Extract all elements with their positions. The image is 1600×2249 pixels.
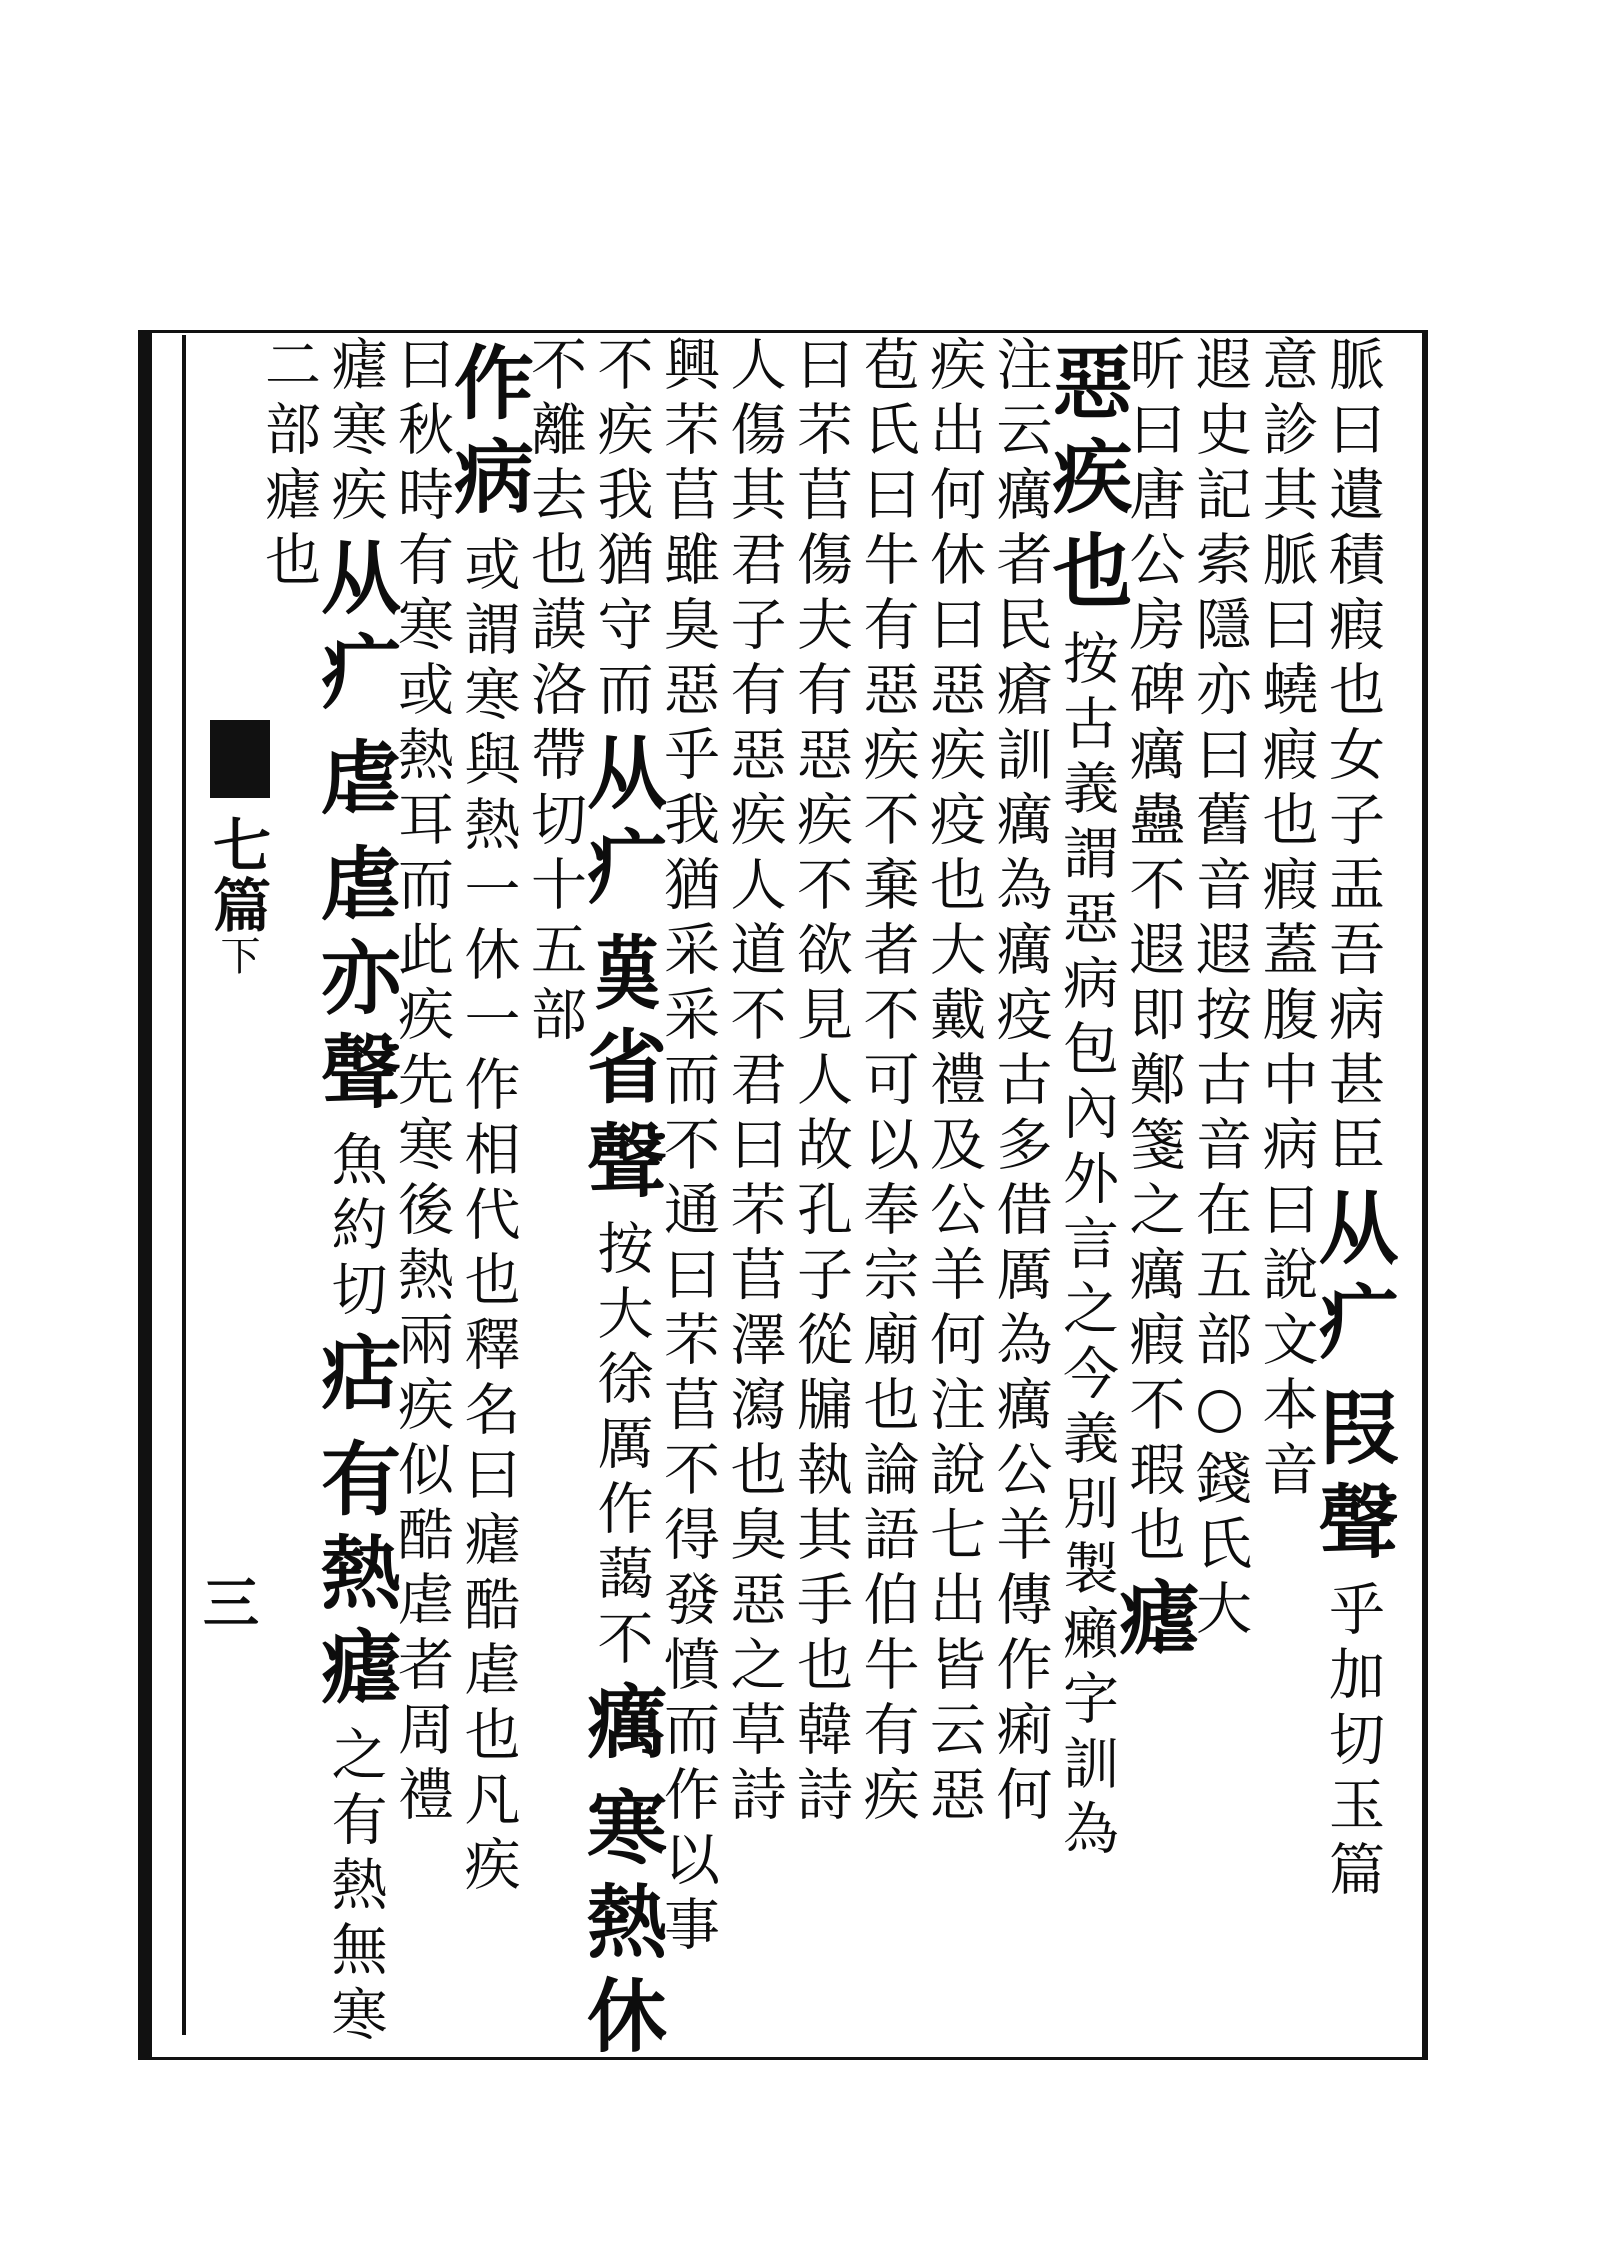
commentary-segment: 昕曰唐公房碑癘蠱不遐即鄭箋之癘瘕不瑕也: [1120, 335, 1186, 1570]
commentary-segment: 曰芣苢傷夫有惡疾不欲見人故孔子從牖執其手也韓詩: [788, 335, 853, 1830]
juan-text: 七篇: [203, 815, 271, 935]
commentary-segment: 寒或熱耳而此疾先寒後熱兩疾似酷虐者周禮: [389, 595, 454, 1830]
commentary-segment: 二部: [256, 335, 321, 465]
commentary-segment: 而: [588, 660, 654, 725]
commentary-segment: 不離去也: [522, 335, 587, 595]
commentary-segment: 興芣苢雖臭惡乎我猶采采而不通曰芣苢不得發憤而作以事: [655, 335, 720, 1960]
commentary-segment: 謨洛帶切十五部: [522, 595, 587, 1050]
commentary-segment: 意診其脈曰蟯瘕也瘕蓋腹中病曰說文本音: [1253, 335, 1319, 1505]
commentary-segment: 或謂寒與熱一休一作相代也釋名曰瘧酷虐也凡疾: [455, 535, 521, 1900]
commentary-segment: 脈曰遺積瘕也女子㿻: [1320, 335, 1385, 920]
commentary-segment: 遐史記索隱亦曰舊音遐按古音在五部○錢氏大: [1187, 335, 1252, 1644]
commentary-segment: 魚約切: [322, 1130, 388, 1325]
commentary-segment: 按古義謂惡病包內外言之今義別製癩字訓為: [1054, 629, 1119, 1864]
commentary-segment: 苞氏曰牛有惡疾不棄者不可以奉宗廟也論語伯牛有疾: [854, 335, 920, 1830]
commentary-segment: 注云癘者民瘡訓癘為癘疫古多借厲為癘公羊傳作痢何: [987, 335, 1053, 1830]
commentary-segment: 曰秋時有: [389, 335, 454, 595]
commentary-segment: 瘧寒疾: [322, 335, 388, 530]
commentary-segment: 吾: [1320, 920, 1385, 985]
text-column: [228, 335, 348, 2025]
headword-segment: 从疒: [307, 536, 402, 724]
outer-left-border: [138, 330, 152, 2060]
headword-segment: 虐亦聲: [307, 842, 402, 1124]
headword-segment: 从疒: [573, 731, 668, 919]
commentary-segment: 瘧也: [256, 465, 321, 595]
commentary-segment: 按大徐厲作藹不: [588, 1219, 654, 1674]
headword-segment: 从疒: [1305, 1186, 1399, 1374]
right-border: [1422, 330, 1428, 2060]
folio-number: 三: [203, 1571, 259, 1637]
headword-segment: 叚聲: [1305, 1386, 1399, 1574]
commentary-segment: 乎加切玉篇: [1320, 1580, 1385, 1905]
commentary-segment: 人傷其君子有惡疾人道不君曰芣苢澤瀉也臭惡之草詩: [721, 335, 787, 1830]
headword-segment: 寒熱休: [573, 1786, 668, 2068]
headword-segment: 惡疾也: [1039, 341, 1133, 623]
bottom-border: [138, 2057, 1428, 2060]
inner-left-border: [182, 335, 186, 2035]
headword-segment: 癘: [573, 1680, 668, 1774]
pian-sub-text: 下: [214, 935, 260, 977]
commentary-segment: 之有熱無寒: [322, 1725, 388, 2050]
headword-segment: 瘧: [1105, 1576, 1200, 1670]
headword-segment: 作病: [440, 341, 535, 529]
headword-segment: 有熱瘧: [307, 1437, 402, 1719]
headword-segment: 虐: [307, 736, 402, 830]
commentary-segment: 病甚臣: [1320, 985, 1385, 1180]
commentary-segment: 不疾我猶守: [588, 335, 654, 660]
headword-segment: 痁: [307, 1331, 402, 1425]
headword-segment: 𦰩省聲: [573, 931, 668, 1213]
top-border: [138, 330, 1428, 333]
commentary-segment: 疾出何休曰惡疾疫也大戴禮及公羊何注說七出皆云惡: [921, 335, 986, 1830]
